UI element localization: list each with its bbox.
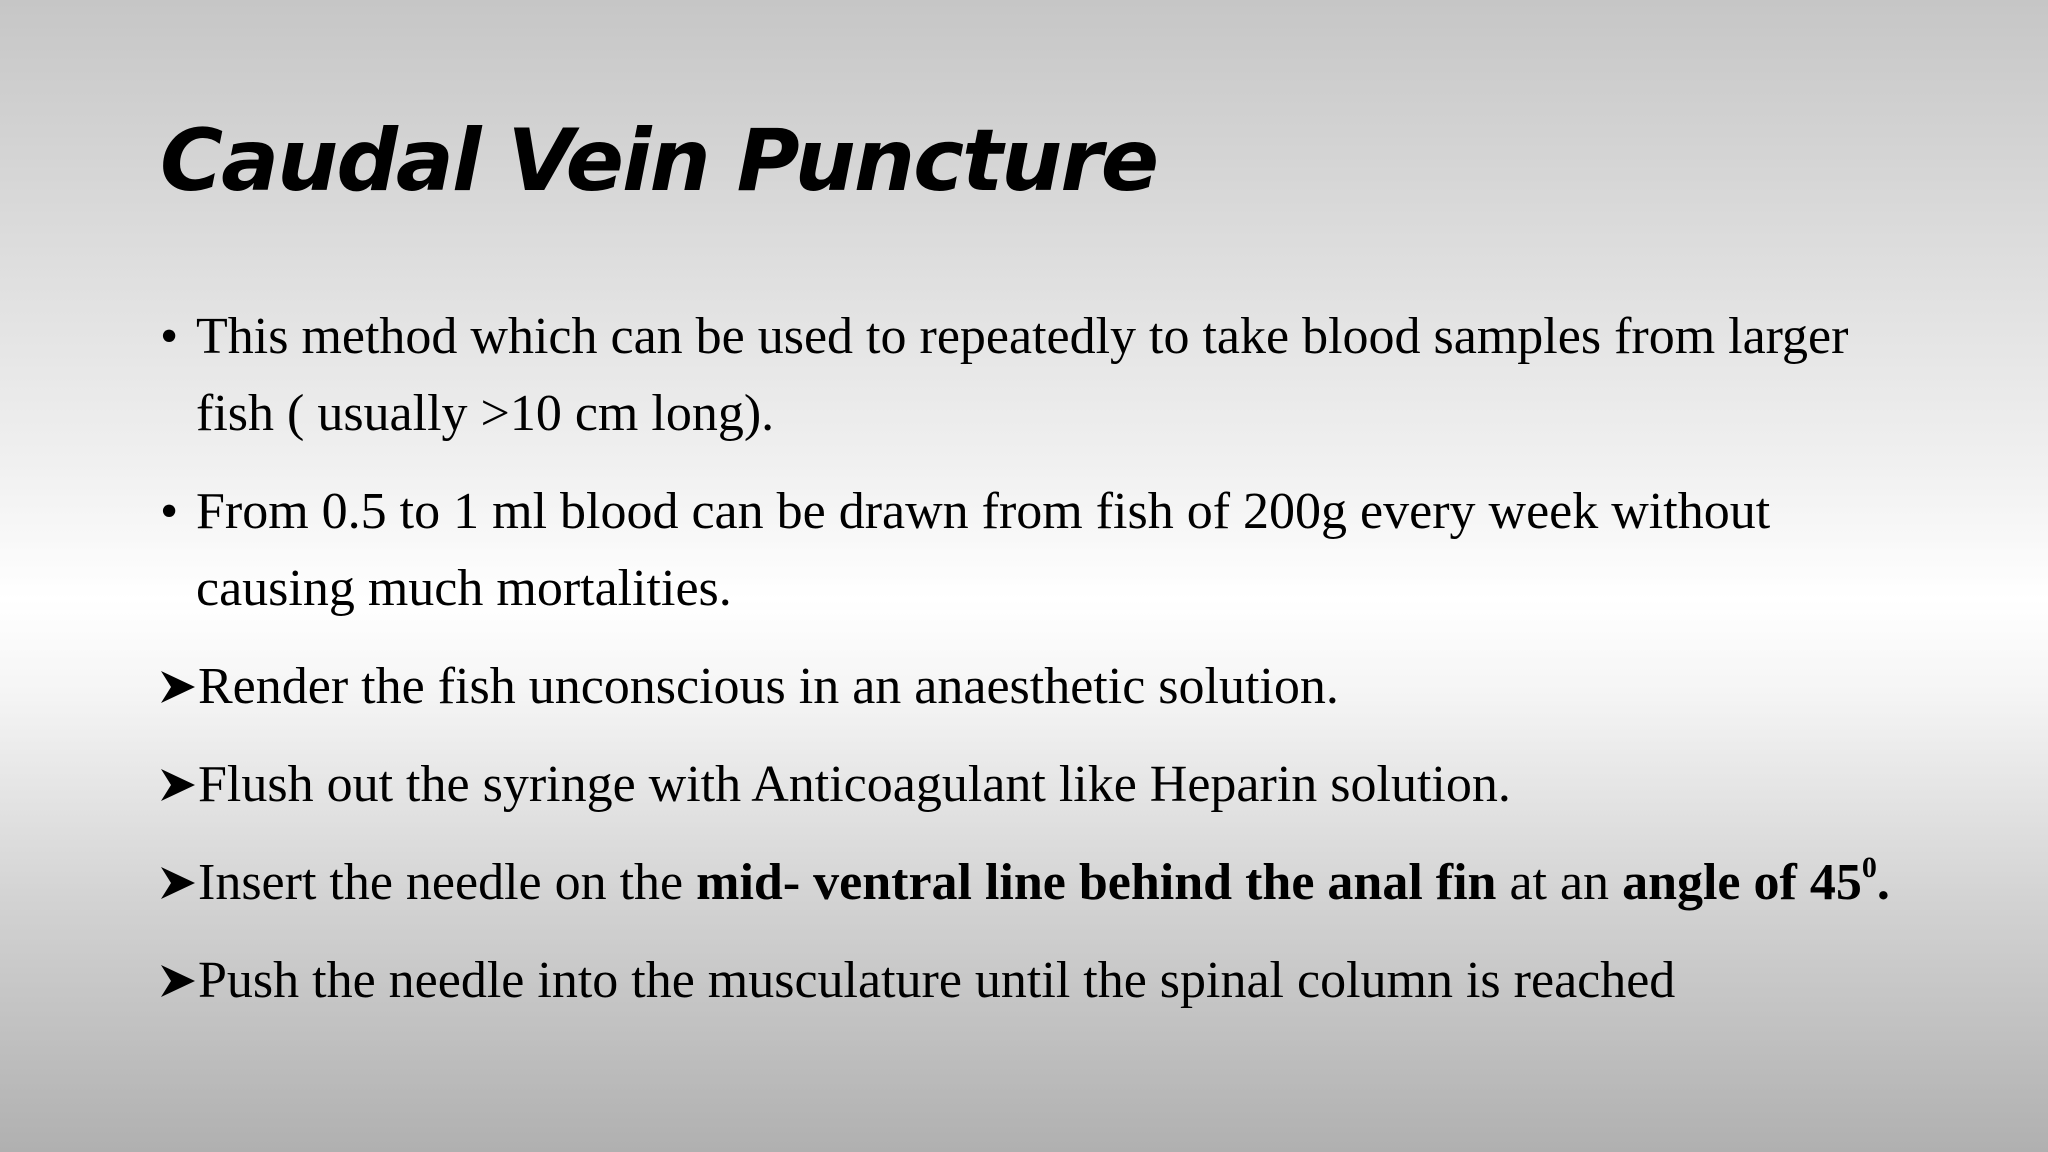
bullet-text: This method which can be used to repeatedly to take blood samples from larger fish ( usually >10 cm long).	[196, 308, 1849, 442]
arrow-right-icon	[160, 844, 198, 900]
arrow-right-icon	[160, 942, 198, 998]
step-text-part: Insert the needle on the	[198, 854, 697, 911]
step-item	[160, 746, 1920, 823]
bullet-dot-icon: •	[160, 308, 179, 365]
step-item	[160, 844, 1920, 921]
bullet-dot-icon: •	[160, 483, 179, 540]
bullet-item	[160, 298, 1920, 452]
step-text: Push the needle into the musculature until the spinal column is reached	[198, 952, 1676, 1009]
slide-content	[160, 298, 1920, 1019]
degree-superscript: 0	[1861, 851, 1877, 884]
step-text: Render the fish unconscious in an anaesthetic solution.	[198, 658, 1339, 715]
step-text: Flush out the syringe with Anticoagulant like Heparin solution.	[198, 756, 1511, 813]
step-emphasis	[1622, 851, 1890, 911]
bullet-item	[160, 473, 1920, 627]
bullet-text: From 0.5 to 1 ml blood can be drawn from fish of 200g every week without causing much mortalities.	[196, 483, 1771, 617]
step-text-part: at an	[1496, 854, 1623, 911]
step-end: .	[1876, 854, 1890, 911]
step-item	[160, 648, 1920, 725]
arrow-right-icon	[160, 746, 198, 802]
step-emphasis: mid- ventral line behind the anal fin	[696, 854, 1497, 911]
angle-text: angle of 45	[1622, 854, 1862, 911]
step-text	[198, 844, 1920, 921]
arrow-right-icon	[160, 648, 198, 704]
step-item	[160, 942, 1920, 1019]
slide-title: Caudal Vein Puncture	[160, 111, 1158, 211]
